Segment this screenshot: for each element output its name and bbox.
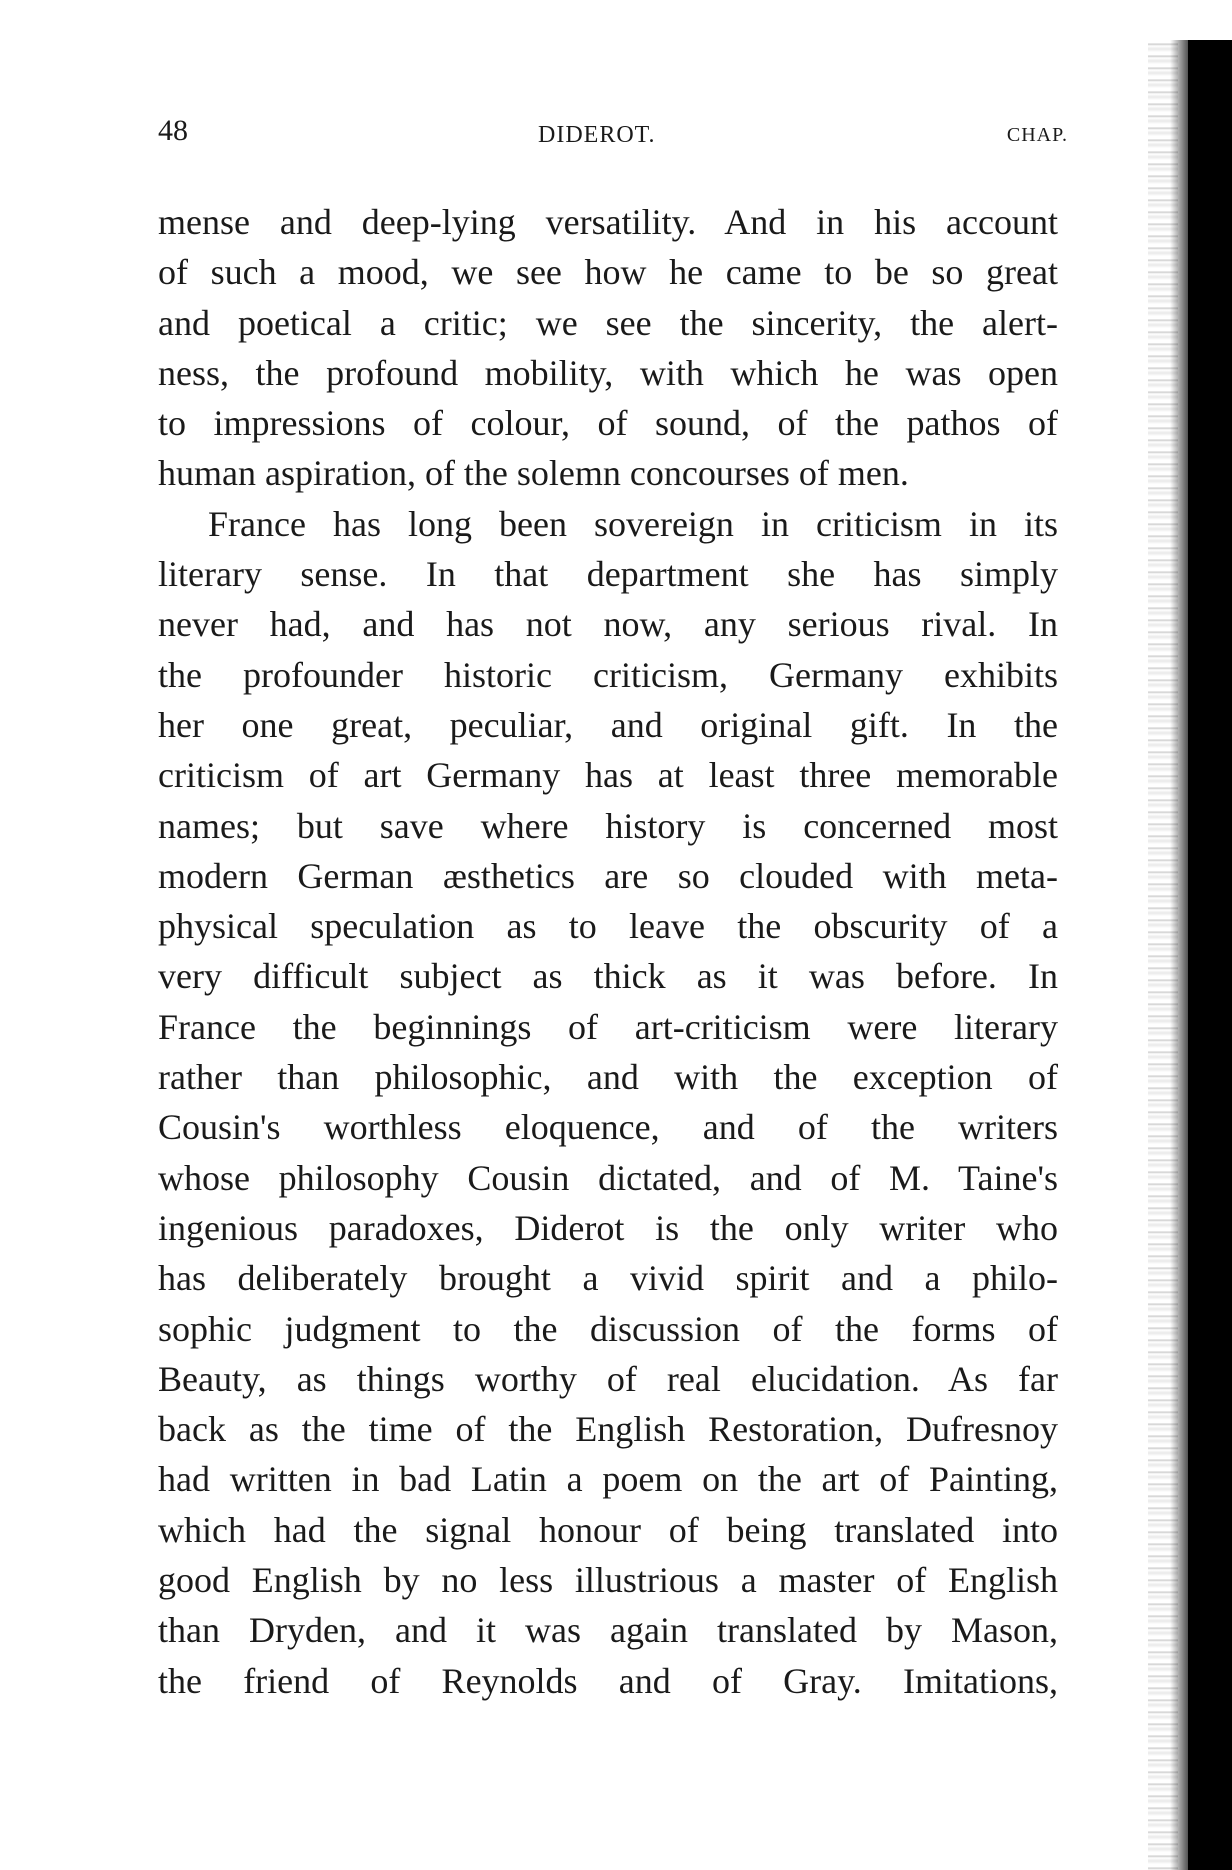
text-line: ness, the profound mobility, with which he was open <box>158 352 1058 393</box>
text-line: names; but save where history is concerned most <box>158 805 1058 846</box>
paragraph-start-line: France has long been sovereign in criticism in its <box>208 503 1058 544</box>
text-line: good English by no less illustrious a master of English <box>158 1560 1058 1601</box>
text-line: literary sense. In that department she has simply <box>158 554 1058 595</box>
text-line: human aspiration, of the solemn concourses of men. <box>158 453 909 494</box>
text-line: whose philosophy Cousin dictated, and of M. Taine's <box>158 1157 1058 1198</box>
text-line: back as the time of the English Restoration, Dufresnoy <box>158 1409 1058 1450</box>
page-binding-edge <box>1148 40 1232 1870</box>
text-line: than Dryden, and it was again translated by Mason, <box>158 1610 1058 1651</box>
body-text <box>158 197 1058 1706</box>
text-line: Beauty, as things worthy of real elucidation. As far <box>158 1358 1058 1399</box>
chapter-mark: CHAP. <box>1006 124 1068 146</box>
text-line: of such a mood, we see how he came to be so great <box>158 252 1058 293</box>
text-line: the friend of Reynolds and of Gray. Imitations, <box>158 1660 1058 1701</box>
page-number: 48 <box>158 114 188 147</box>
text-line: her one great, peculiar, and original gift. In the <box>158 704 1058 745</box>
text-line: never had, and has not now, any serious rival. In <box>158 604 1058 645</box>
text-line: modern German æsthetics are so clouded with meta- <box>158 855 1058 896</box>
text-line: physical speculation as to leave the obscurity of a <box>158 906 1058 947</box>
text-line: rather than philosophic, and with the exception of <box>158 1057 1058 1098</box>
binding-dark-edge <box>1188 40 1232 1870</box>
text-line: very difficult subject as thick as it was before. In <box>158 956 1058 997</box>
text-line: criticism of art Germany has at least three memorable <box>158 755 1058 796</box>
text-line: ingenious paradoxes, Diderot is the only writer who <box>158 1207 1058 1248</box>
text-line: the profounder historic criticism, Germany exhibits <box>158 654 1058 695</box>
running-head <box>158 114 1068 154</box>
running-title: DIDEROT. <box>538 122 656 148</box>
binding-gradient <box>1170 40 1190 1870</box>
text-line: sophic judgment to the discussion of the forms of <box>158 1308 1058 1349</box>
text-line: and poetical a critic; we see the sincerity, the alert- <box>158 302 1058 343</box>
text-line: has deliberately brought a vivid spirit and a philo- <box>158 1258 1058 1299</box>
text-line: mense and deep-lying versatility. And in his account <box>158 202 1058 242</box>
text-line: had written in bad Latin a poem on the art of Painting, <box>158 1459 1058 1500</box>
text-line: France the beginnings of art-criticism were literary <box>158 1006 1058 1047</box>
text-line: which had the signal honour of being translated into <box>158 1509 1058 1550</box>
text-line: Cousin's worthless eloquence, and of the writers <box>158 1107 1058 1148</box>
text-line: to impressions of colour, of sound, of the pathos of <box>158 403 1058 444</box>
